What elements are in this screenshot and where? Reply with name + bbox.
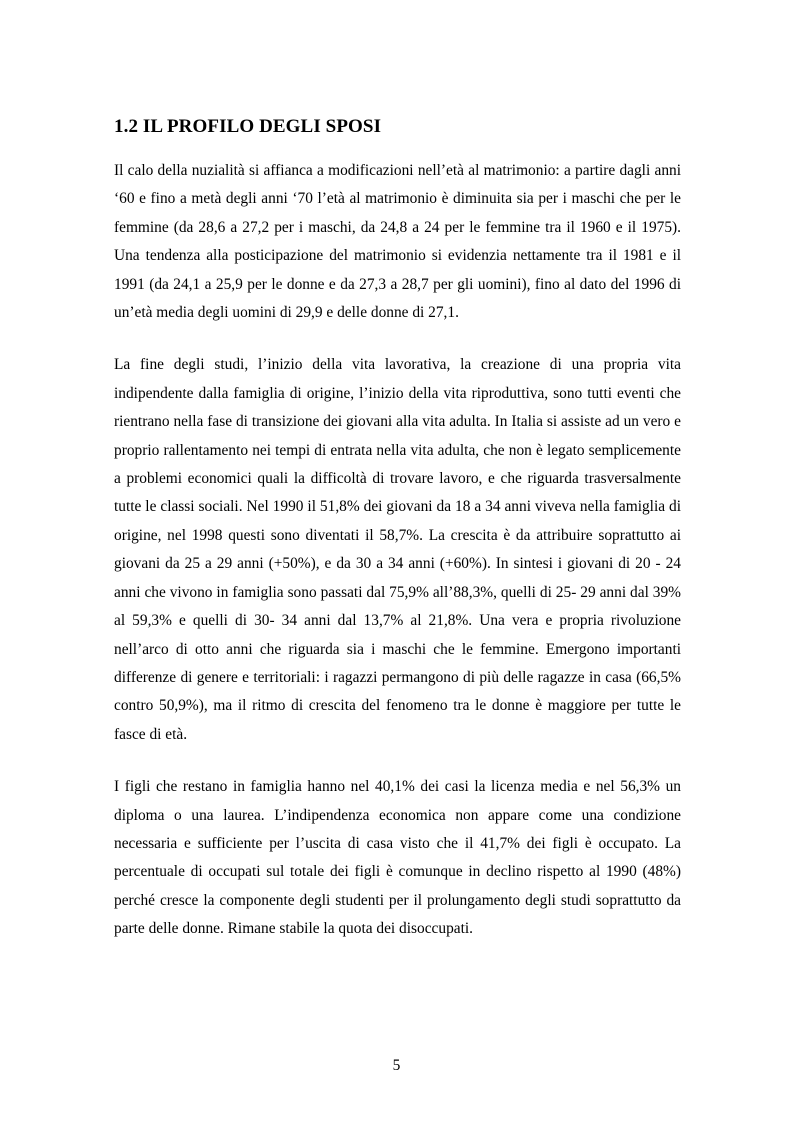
body-text	[114, 157, 681, 968]
paragraph-transition-adulthood: La fine degli studi, l’inizio della vita lavorativa, la creazione di una propria vita indipendente dalla famiglia di origine, l’inizio della vita riproduttiva, sono tutti eventi che rientrano nella fase di transizione dei giovani alla vita adulta. In Italia si assiste ad un vero e proprio rallentamento nei tempi di entrata nella vita adulta, che non è legato semplicemente a problemi economici quali la difficoltà di trovare lavoro, e che riguarda trasversalmente tutte le classi sociali. Nel 1990 il 51,8% dei giovani da 18 a 34 anni viveva nella famiglia di origine, nel 1998 questi sono diventati il 58,7%. La crescita è da attribuire soprattutto ai giovani da 25 a 29 anni (+50%), e da 30 a 34 anni (+60%). In sintesi i giovani di 20 - 24 anni che vivono in famiglia sono passati dal 75,9% all’88,3%, quelli di 25- 29 anni dal 39% al 59,3% e quelli di 30- 34 anni dal 13,7% al 21,8%. Una vera e propria rivoluzione nell’arco di otto anni che riguarda sia i maschi che le femmine. Emergono importanti differenze di genere e territoriali: i ragazzi permangono di più delle ragazze in casa (66,5% contro 50,9%), ma il ritmo di crescita del fenomeno tra le donne è maggiore per tutte le fasce di età.	[114, 356, 681, 743]
page-number: 5	[392, 1057, 401, 1074]
paragraph-children-at-home: I figli che restano in famiglia hanno nel 40,1% dei casi la licenza media e nel 56,3% un diploma o una laurea. L’indipendenza economica non appare come una condizione necessaria e sufficiente per l’uscita di casa visto che il 41,7% dei figli è occupato. La percentuale di occupati sul totale dei figli è comunque in declino rispetto al 1990 (48%) perché cresce la componente degli studenti per il prolungamento degli studi soprattutto da parte delle donne. Rimane stabile la quota dei disoccupati.	[114, 778, 681, 938]
paragraph-marriage-age: Il calo della nuzialità si affianca a modificazioni nell’età al matrimonio: a partire dagli anni ‘60 e fino a metà degli anni ‘70 l’età al matrimonio è diminuita sia per i maschi che per le femmine (da 28,6 a 27,2 per i maschi, da 24,8 a 24 per le femmine tra il 1960 e il 1975). Una tendenza alla posticipazione del matrimonio si evidenzia nettamente tra il 1981 e il 1991 (da 24,1 a 25,9 per le donne e da 27,3 a 28,7 per gli uomini), fino al dato del 1996 di un’età media degli uomini di 29,9 e delle donne di 27,1.	[114, 162, 681, 322]
section-title: 1.2 IL PROFILO DEGLI SPOSI	[114, 116, 382, 137]
